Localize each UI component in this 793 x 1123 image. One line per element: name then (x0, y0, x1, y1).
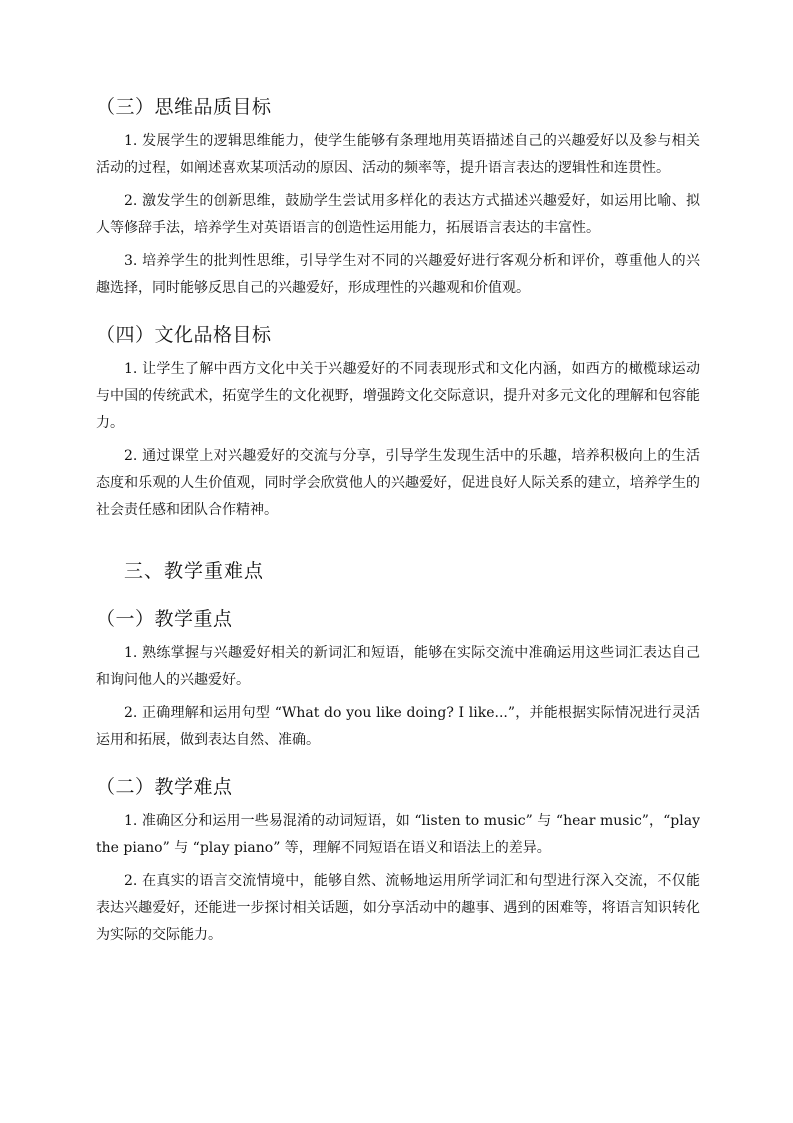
spacer (96, 308, 700, 320)
paragraph: 1. 熟练掌握与兴趣爱好相关的新词汇和短语，能够在实际交流中准确运用这些词汇表达自己和询问他人的兴趣爱好。 (96, 645, 700, 688)
paragraph: 2. 激发学生的创新思维，鼓励学生尝试用多样化的表达方式描述兴趣爱好，如运用比喻、拟人等修辞手法，培养学生对英语语言的创造性运用能力，拓展语言表达的丰富性。 (96, 193, 700, 236)
paragraph: 2. 在真实的语言交流情境中，能够自然、流畅地运用所学词汇和句型进行深入交流，不仅能表达兴趣爱好，还能进一步探讨相关话题，如分享活动中的趣事、遇到的困难等，将语言知识转化为实际的交际能力。 (96, 873, 700, 943)
section-heading-teaching-difficulty: （二）教学难点 (96, 776, 233, 798)
paragraph: 1. 准确区分和运用一些易混淆的动词短语，如 “listen to music” 与 “hear music”，“play the piano” 与 “play piano” 等，理解不同短语在语义和语法上的差异。 (96, 813, 700, 856)
paragraph: 2. 通过课堂上对兴趣爱好的交流与分享，引导学生发现生活中的乐趣，培养积极向上的生活态度和乐观的人生价值观，同时学会欣赏他人的兴趣爱好，促进良好人际关系的建立，培养学生的社会责任感和团队合作精神。 (96, 448, 700, 518)
paragraph: 1. 发展学生的逻辑思维能力，使学生能够有条理地用英语描述自己的兴趣爱好以及参与相关活动的过程，如阐述喜欢某项活动的原因、活动的频率等，提升语言表达的逻辑性和连贯性。 (96, 133, 700, 176)
paragraph: 1. 让学生了解中西方文化中关于兴趣爱好的不同表现形式和文化内涵，如西方的橄榄球运动与中国的传统武术，拓宽学生的文化视野，增强跨文化交际意识，提升对多元文化的理解和包容能力。 (96, 361, 700, 431)
spacer (96, 592, 700, 604)
section-heading-thinking-quality: （三）思维品质目标 (96, 96, 272, 118)
paragraph: 2. 正确理解和运用句型 “What do you like doing? I like...”，并能根据实际情况进行灵活运用和拓展，做到表达自然、准确。 (96, 705, 700, 748)
section-heading-cultural-character: （四）文化品格目标 (96, 324, 272, 346)
main-heading-key-difficult-points: 三、教学重难点 (124, 560, 265, 582)
spacer (96, 530, 700, 556)
spacer (96, 760, 700, 772)
section-heading-teaching-focus: （一）教学重点 (96, 608, 233, 630)
document-body (96, 92, 700, 955)
paragraph: 3. 培养学生的批判性思维，引导学生对不同的兴趣爱好进行客观分析和评价，尊重他人的兴趣选择，同时能够反思自己的兴趣爱好，形成理性的兴趣观和价值观。 (96, 253, 700, 296)
